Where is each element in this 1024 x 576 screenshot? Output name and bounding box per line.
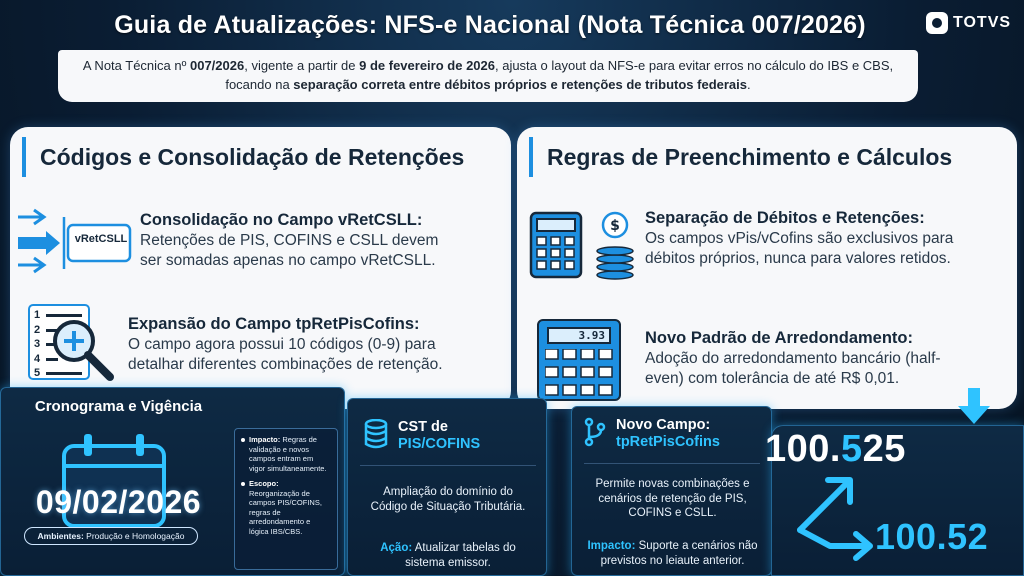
cst-panel bbox=[347, 398, 547, 576]
divider bbox=[360, 465, 536, 466]
expansion-item: Expansão do Campo tpRetPisCofins: O campo agora possui 10 códigos (0-9) para detalhar diferentes combinações de retenção. bbox=[128, 315, 443, 373]
numbered-list-icon: 1 2 3 4 5 bbox=[28, 304, 90, 380]
magnifier-plus-icon bbox=[50, 317, 116, 383]
retention-codes-card bbox=[10, 127, 511, 409]
calculator-display: 3.93 bbox=[547, 327, 611, 344]
filling-rules-card bbox=[517, 127, 1017, 409]
divider bbox=[584, 463, 760, 464]
card-title: Códigos e Consolidação de Retenções bbox=[22, 137, 464, 177]
new-field-description: Permite novas combinações e cenários de retenção de PIS, COFINS e CSLL. bbox=[595, 478, 750, 519]
scope-note: Escopo: Reorganização de campos PIS/COFINS, regras de arredondamento e lógica IBS/CBS. bbox=[241, 479, 331, 536]
intro-text: A Nota Técnica nº 007/2026, vigente a partir de 9 de fevereiro de 2026, ajusta o layout da NFS-e para evitar erros no cálculo do IBS e CBS, focando na separação correta entre débitos próprios e retenções de tributos federais. bbox=[58, 50, 918, 102]
cst-title: CST de PIS/COFINS bbox=[398, 419, 481, 452]
environments-pill: Ambientes: Produção e Homologação bbox=[24, 527, 198, 545]
arrow-down-icon bbox=[958, 388, 990, 424]
totvs-logo-icon bbox=[926, 12, 948, 34]
calculator-coins-icon bbox=[527, 209, 637, 281]
cst-action: Ação: Atualizar tabelas do sistema emissor. bbox=[380, 542, 516, 569]
debits-retentions-item: Separação de Débitos e Retenções: Os campos vPis/vCofins são exclusivos para débitos próprios, nunca para valores retidos. bbox=[645, 209, 954, 267]
card-title: Regras de Preenchimento e Cálculos bbox=[529, 137, 952, 177]
consolidation-item: Consolidação no Campo vRetCSLL: Retenções de PIS, COFINS e CSLL devem ser somadas apenas no campo vRetCSLL. bbox=[140, 211, 439, 269]
effective-date: 09/02/2026 bbox=[35, 484, 202, 520]
new-field-impact: Impacto: Suporte a cenários não previstos no leiaute anterior. bbox=[587, 540, 758, 567]
new-field-title: Novo Campo: tpRetPisCofins bbox=[616, 417, 720, 450]
new-field-panel bbox=[571, 406, 772, 576]
rounding-arrow-icon bbox=[790, 468, 880, 564]
rounding-item: Novo Padrão de Arredondamento: Adoção do arredondamento bancário (half- even) com tolerância de até R$ 0,01. bbox=[645, 329, 941, 387]
brand-logo bbox=[926, 10, 1018, 36]
cst-description: Ampliação do domínio do Código de Situação Tributária. bbox=[370, 486, 526, 513]
impact-note: Impacto: Regras de validação e novos campos entram em vigor simultaneamente. bbox=[241, 435, 331, 473]
calculator-keys-icon bbox=[545, 349, 615, 397]
vretcsll-badge: vRetCSLL bbox=[74, 233, 128, 245]
unrounded-value: 100.525 bbox=[765, 428, 906, 470]
branch-icon bbox=[584, 417, 606, 447]
rounded-value: 100.52 bbox=[875, 516, 989, 557]
schedule-title: Cronograma e Vigência bbox=[34, 398, 203, 415]
brand-name: TOTVS bbox=[953, 14, 1012, 31]
page-title: Guia de Atualizações: NFS-e Nacional (Nota Técnica 007/2026) bbox=[114, 11, 866, 39]
database-icon bbox=[364, 419, 388, 449]
svg-text:$: $ bbox=[610, 218, 620, 234]
schedule-info-box bbox=[234, 428, 338, 570]
